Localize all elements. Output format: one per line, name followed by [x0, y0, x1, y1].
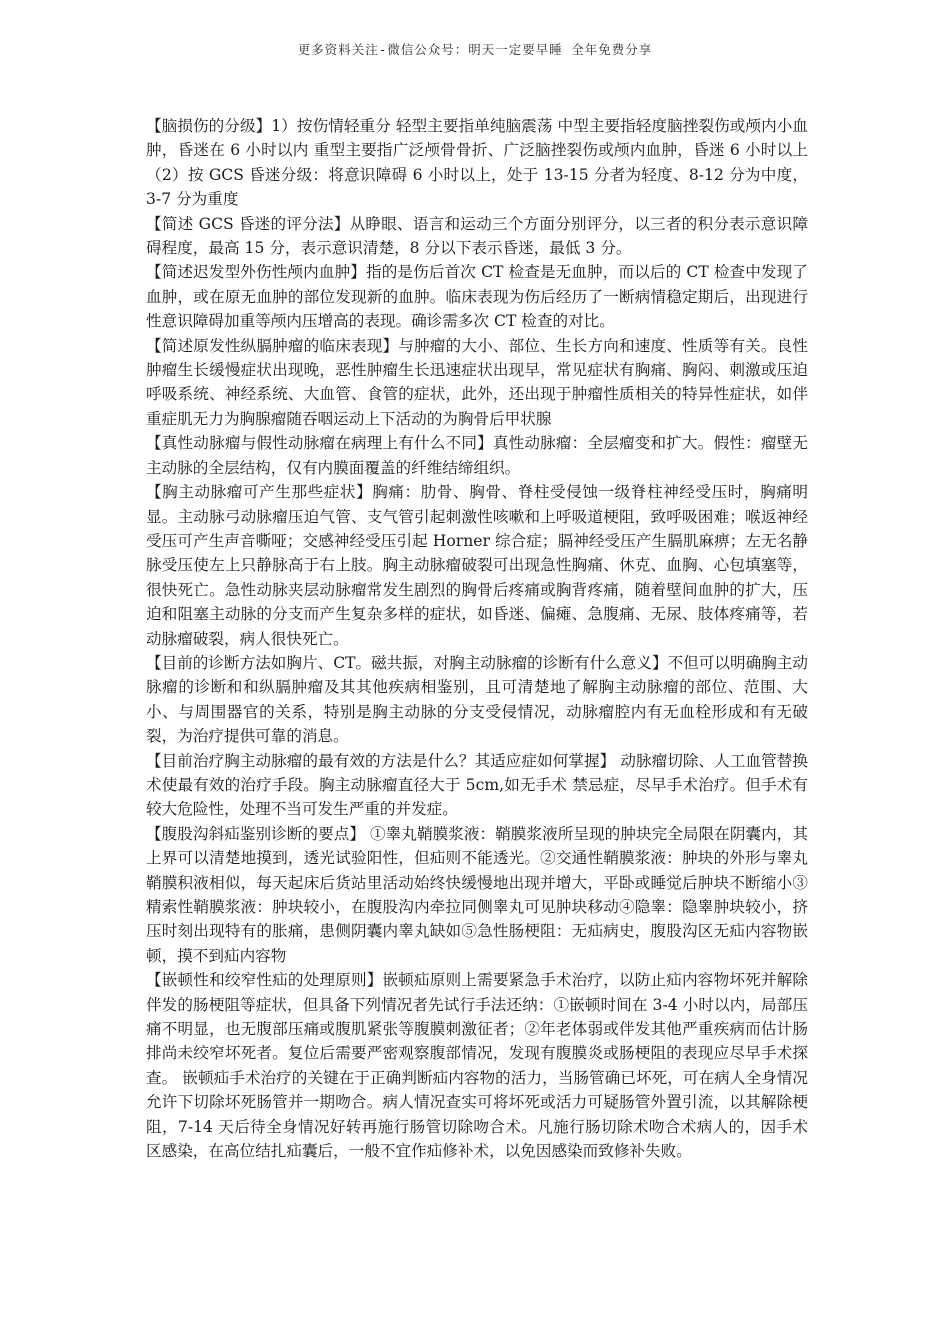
paragraph-aneurysm-treatment: 【目前治疗胸主动脉瘤的最有效的方法是什么？其适应症如何掌握】 动脉瘤切除、人工血管替换术使最有效的治疗手段。胸主动脉瘤直径大于 5cm,如无手术 禁忌症，尽早手术治疗。但手术有较大危险性，处理不当可发生严重的并发症。 — [146, 751, 808, 819]
paragraph-true-false-aneurysm: 【真性动脉瘤与假性动脉瘤在病理上有什么不同】真性动脉瘤：全层瘤变和扩大。假性：瘤壁无主动脉的全层结构，仅有内膜面覆盖的纤维结缔组织。 — [146, 434, 808, 477]
page-header: 更多资料关注-微信公众号：明天一定要早睡 全年免费分享 — [297, 42, 653, 57]
paragraph-mediastinal-tumor: 【简述原发性纵膈肿瘤的临床表现】与肿瘤的大小、部位、生长方向和速度、性质等有关。良性肿瘤生长缓慢症状出现晚，恶性肿瘤生长迅速症状出现早，常见症状有胸痛、胸闷、刺激或压迫呼吸系统、神经系统、大血管、食管的症状，此外，还出现于肿瘤性质相关的特异性症状，如伴重症肌无力为胸腺瘤随吞咽运动上下活动的为胸骨后甲状腺 — [146, 336, 808, 428]
paragraph-incarcerated-hernia-treatment: 【嵌顿性和绞窄性疝的处理原则】嵌顿疝原则上需要紧急手术治疗，以防止疝内容物坏死并解除伴发的肠梗阻等症状，但具备下列情况者先试行手法还纳：①嵌顿时间在 3-4 小时以内，局部压痛不明显，也无腹部压痛或腹肌紧张等腹膜刺激征者；②年老体弱或伴发其他严重疾病而估计肠排尚未绞窄坏死者。复位后需要严密观察腹部情况，发现有腹膜炎或肠梗阻的表现应尽早手术探查。 嵌顿疝手术治疗的关键在于正确判断疝内容物的活力，当肠管确已坏死，可在病人全身情况允许下切除坏死肠管并一期吻合。病人情况查实可将坏死或活力可疑肠管外置引流，以其解除梗阻，7-14 天后待全身情况好转再施行肠管切除吻合术。凡施行肠切除术吻合术病人的，因手术区感染，在高位结扎疝囊后，一般不宜作疝修补术，以免因感染而致修补失败。 — [146, 971, 808, 1161]
paragraph-thoracic-aneurysm-symptoms: 【胸主动脉瘤可产生那些症状】胸痛：肋骨、胸骨、脊柱受侵蚀一级脊柱神经受压时，胸痛明显。主动脉弓动脉瘤压迫气管、支气管引起刺激性咳嗽和上呼吸道梗阻，致呼吸困难；喉返神经受压可产生声音嘶哑；交感神经受压引起 Horner 综合症；膈神经受压产生膈肌麻痹；左无名静脉受压使左上只静脉高于右上肢。胸主动脉瘤破裂可出现急性胸痛、休克、血胸、心包填塞等，很快死亡。急性动脉夹层动脉瘤常发生剧烈的胸骨后疼痛或胸背疼痛，随着壁间血肿的扩大，压迫和阻塞主动脉的分支而产生复杂多样的症状，如昏迷、偏瘫、急腹痛、无尿、肢体疼痛等，若动脉瘤破裂，病人很快死亡。 — [146, 483, 808, 648]
paragraph-inguinal-hernia-diagnosis: 【腹股沟斜疝鉴别诊断的要点】 ①睾丸鞘膜浆液：鞘膜浆液所呈现的肿块完全局限在阴囊内，其上界可以清楚地摸到，透光试验阳性，但疝则不能透光。②交通性鞘膜浆液：肿块的外形与睾丸鞘膜积液相似，每天起床后货站里活动始终快缓慢地出现并增大，平卧或睡觉后肿块不断缩小③精索性鞘膜浆液：肿块较小，在腹股沟内牵拉同侧睾丸可见肿块移动④隐睾：隐睾肿块较小，挤压时刻出现特有的胀痛，患侧阴囊内睾丸缺如⑤急性肠梗阻：无疝病史，腹股沟区无疝内容物嵌顿，摸不到疝内容物 — [146, 824, 808, 965]
paragraph-delayed-hematoma: 【简述迟发型外伤性颅内血肿】指的是伤后首次 CT 检查是无血肿，而以后的 CT 检查中发现了血肿，或在原无血肿的部位发现新的血肿。临床表现为伤后经历了一断病情稳定期后，出现进行性意识障碍加重等颅内压增高的表现。确诊需多次 CT 检查的对比。 — [146, 263, 808, 331]
paragraph-brain-injury-grading: 【脑损伤的分级】1）按伤情轻重分 轻型主要指单纯脑震荡 中型主要指轻度脑挫裂伤或颅内小血肿，昏迷在 6 小时以内 重型主要指广泛颅骨骨折、广泛脑挫裂伤或颅内血肿，昏迷 6 小时以上（2）按 GCS 昏迷分级：将意识障碍 6 小时以上，处于 13-15 分者为轻度、8-12 分为中度，3-7 分为重度 — [146, 117, 808, 209]
paragraph-gcs-scoring: 【简述 GCS 昏迷的评分法】从睁眼、语言和运动三个方面分别评分，以三者的积分表示意识障碍程度，最高 15 分，表示意识清楚，8 分以下表示昏迷，最低 3 分。 — [146, 214, 808, 258]
document-body — [146, 114, 808, 1163]
paragraph-diagnostic-methods: 【目前的诊断方法如胸片、CT。磁共振，对胸主动脉瘤的诊断有什么意义】不但可以明确胸主动脉瘤的诊断和和纵膈肿瘤及其其他疾病相鉴别，且可清楚地了解胸主动脉瘤的部位、范围、大小、与周围器官的关系，特别是胸主动脉的分支受侵情况，动脉瘤腔内有无血栓形成和有无破裂，为治疗提供可靠的消息。 — [146, 653, 808, 746]
